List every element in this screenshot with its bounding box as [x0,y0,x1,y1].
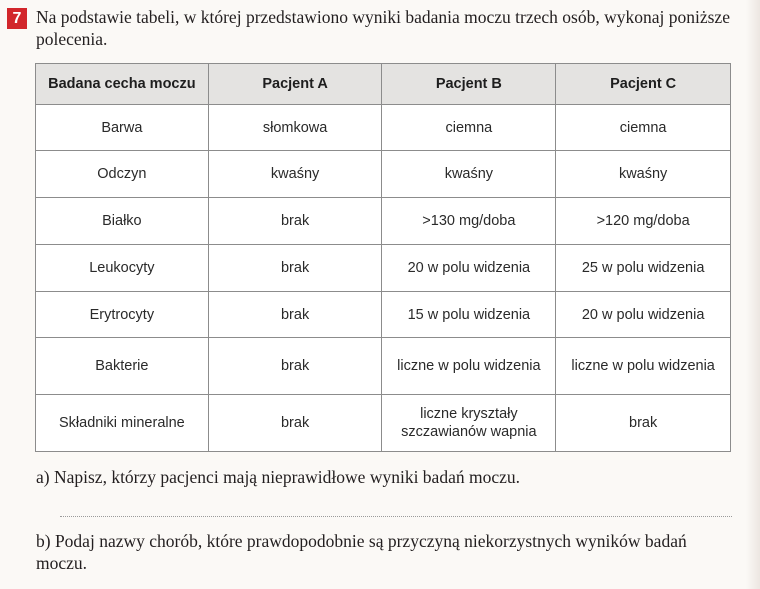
table-cell: ciemna [556,105,731,151]
table-cell: kwaśny [208,151,382,198]
table-row [36,292,731,338]
table-cell: 20 w polu widzenia [556,292,731,338]
table-cell: kwaśny [556,151,731,198]
row-label: Barwa [36,105,209,151]
table-cell: liczne w polu widzenia [382,338,556,395]
table-cell: 15 w polu widzenia [382,292,556,338]
question-a: a) Napisz, którzy pacjenci mają nieprawidłowe wyniki badań moczu. [36,467,520,487]
page-edge-shadow [746,0,760,589]
table-row [36,105,731,151]
table-cell: brak [556,395,731,452]
column-header-patient-c: Pacjent C [556,64,731,105]
table-cell: brak [208,198,382,245]
row-label: Składniki mineralne [36,395,209,452]
table-cell: 20 w polu widzenia [382,245,556,292]
table-cell: >130 mg/doba [382,198,556,245]
table-cell: słomkowa [208,105,382,151]
table-cell: ciemna [382,105,556,151]
table-header-row [36,64,731,105]
table-row [36,198,731,245]
row-label: Odczyn [36,151,209,198]
table-cell: brak [208,395,382,452]
column-header-patient-b: Pacjent B [382,64,556,105]
table-cell: brak [208,245,382,292]
table-row [36,395,731,452]
question-b: b) Podaj nazwy chorób, które prawdopodobnie są przyczyną niekorzystnych wyników badań moczu. [36,531,687,573]
table-row [36,245,731,292]
table-row [36,338,731,395]
table-cell: kwaśny [382,151,556,198]
task-instruction: Na podstawie tabeli, w której przedstawiono wyniki badania moczu trzech osób, wykonaj poniższe polecenia. [36,7,730,49]
column-header-patient-a: Pacjent A [208,64,382,105]
task-number-badge: 7 [7,8,27,29]
table-row [36,151,731,198]
row-label: Bakterie [36,338,209,395]
table-cell: liczne w polu widzenia [556,338,731,395]
table-cell: >120 mg/doba [556,198,731,245]
row-label: Białko [36,198,209,245]
answer-line [60,516,732,517]
table-cell: 25 w polu widzenia [556,245,731,292]
urine-results-table [35,63,731,452]
table-cell: brak [208,292,382,338]
table-cell: liczne kryształy szczawianów wapnia [382,395,556,452]
row-label: Leukocyty [36,245,209,292]
table-cell: brak [208,338,382,395]
column-header-feature: Badana cecha moczu [36,64,209,105]
row-label: Erytrocyty [36,292,209,338]
